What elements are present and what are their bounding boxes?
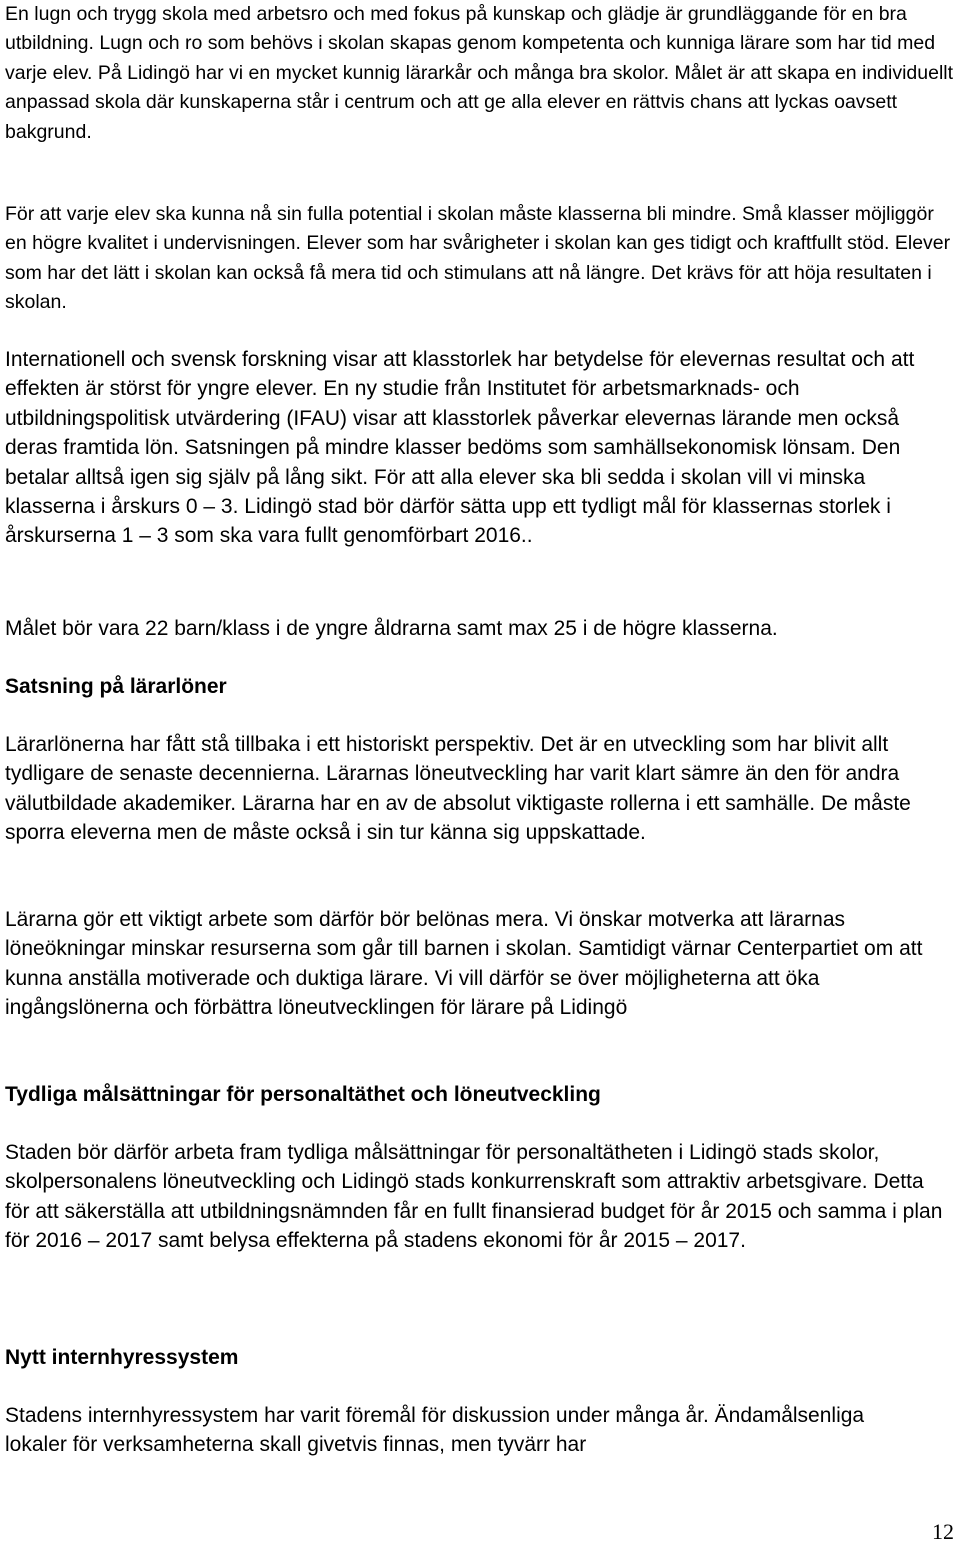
paragraph-research-class-size: Internationell och svensk forskning visar att klasstorlek har betydelse för elevernas resultat och att effekten är störst för yngre elever. En ny studie från Institutet för arbetsmarknads- och utbildningspolitisk utvärdering (IFAU) visar att klasstorlek påverkar elevernas lärande men också deras framtida lön. Satsningen på mindre klasser bedöms som samhällsekonomisk lönsam. Den betalar alltså igen sig själv på lång sikt. För att alla elever ska bli sedda i skolan vill vi minska klasserna i årskurs 0 – 3. Lidingö stad bör därför sätta upp ett tydligt mål för klassernas storlek i årskurserna 1 – 3 som ska vara fullt genomförbart 2016..	[5, 348, 915, 548]
page-number: 12	[932, 1519, 954, 1544]
paragraph-smaller-classes: För att varje elev ska kunna nå sin fulla potential i skolan måste klasserna bli mindre. Små klasser möjliggör en högre kvalitet i undervisningen. Elever som har svårigheter i skolan kan ges tidigt och kraftfullt stöd. Elever som har det lätt i skolan kan också få mera tid och stimulans att nå längre. Det krävs för att höja resultaten i skolan.	[5, 203, 951, 314]
paragraph-teacher-salaries-history: Lärarlönerna har fått stå tillbaka i ett historiskt perspektiv. Det är en utveckling som har blivit allt tydligare de senaste decennierna. Lärarnas löneutveckling har varit klart sämre än den för andra välutbildade akademiker. Lärarna har en av de absolut viktigaste rollerna i ett samhälle. De måste sporra eleverna men de måste också i sin tur känna sig uppskattade.	[5, 733, 911, 845]
paragraph-internal-rent: Stadens internhyressystem har varit föremål för diskussion under många år. Ändamålsenliga lokaler för verksamheterna skall givetvis finnas, men tyvärr har	[5, 1404, 865, 1457]
paragraph-goal-class-size: Målet bör vara 22 barn/klass i de yngre åldrarna samt max 25 i de högre klasserna.	[5, 617, 778, 640]
paragraph-staffing-goals: Staden bör därför arbeta fram tydliga målsättningar för personaltätheten i Lidingö stads skolor, skolpersonalens löneutveckling och Lidingö stads konkurrenskraft som attraktiv arbetsgivare. Detta för att säkerställa att utbildningsnämnden får en fullt finansierad budget för år 2015 och samma i plan för 2016 – 2017 samt belysa effekterna på stadens ekonomi för år 2015 – 2017.	[5, 1141, 943, 1253]
heading-teacher-salaries: Satsning på lärarlöner	[5, 675, 227, 698]
paragraph-school-calm: En lugn och trygg skola med arbetsro och med fokus på kunskap och glädje är grundläggande för en bra utbildning. Lugn och ro som behövs i skolan skapas genom kompetenta och kunniga lärare som har tid med varje elev. På Lidingö har vi en mycket kunnig lärarkår och många bra skolor. Målet är att skapa en individuellt anpassad skola där kunskaperna står i centrum och att ge alla elever en rättvis chans att lyckas oavsett bakgrund.	[5, 3, 954, 143]
heading-staffing-goals: Tydliga målsättningar för personaltäthet och löneutveckling	[5, 1083, 601, 1106]
paragraph-teacher-work-reward: Lärarna gör ett viktigt arbete som därför bör belönas mera. Vi önskar motverka att lärarnas löneökningar minskar resurserna som går till barnen i skolan. Samtidigt värnar Centerpartiet om att kunna anställa motiverade och duktiga lärare. Vi vill därför se över möjligheterna att öka ingångslönerna och förbättra löneutvecklingen för lärare på Lidingö	[5, 908, 923, 1020]
heading-internal-rent: Nytt internhyressystem	[5, 1346, 239, 1369]
